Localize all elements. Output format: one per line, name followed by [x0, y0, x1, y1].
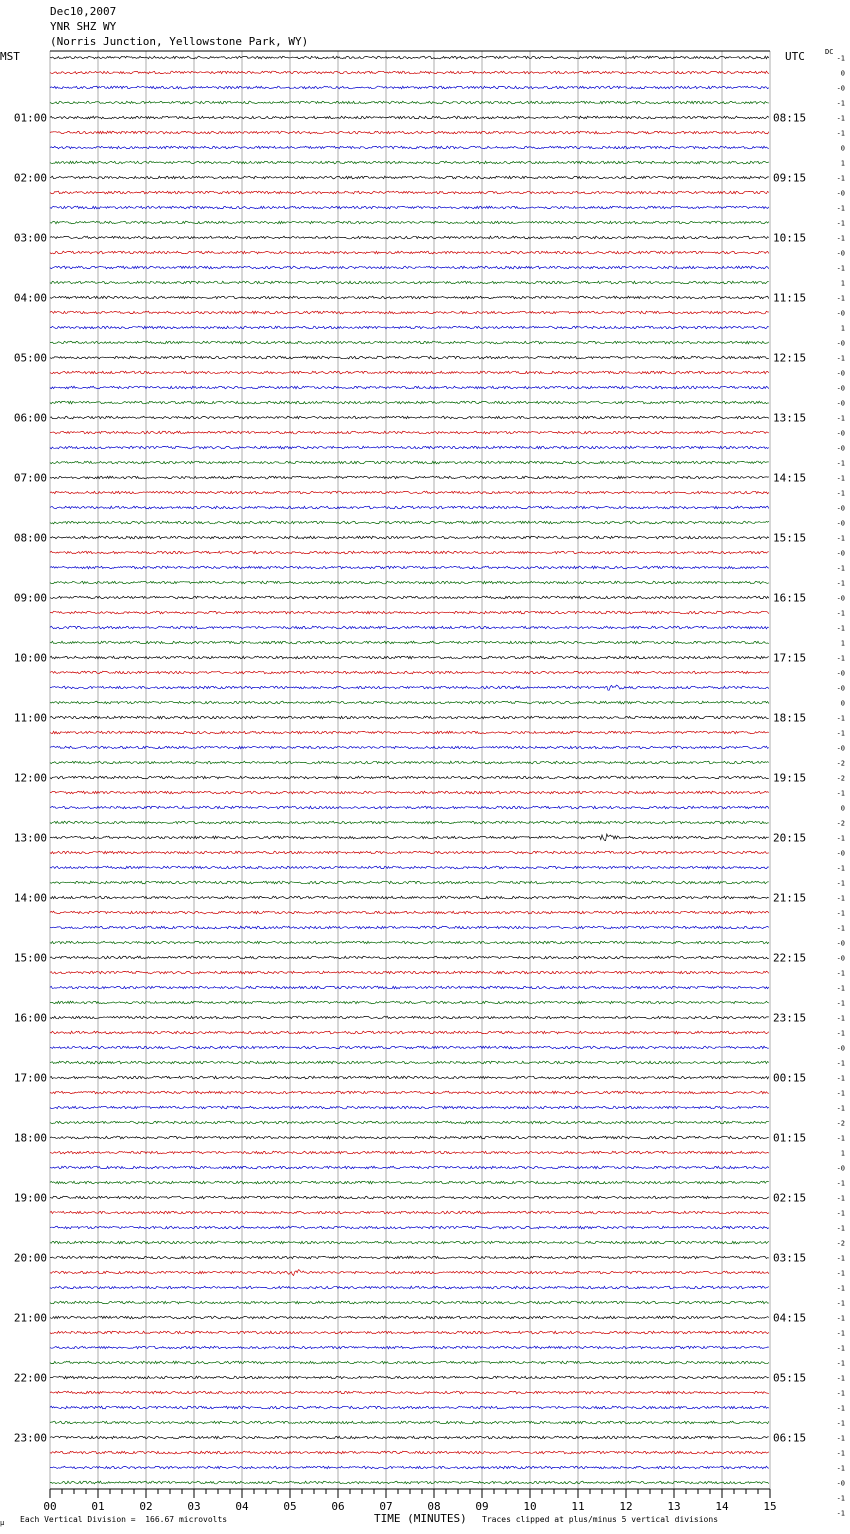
dc-offset-value: -1: [836, 474, 845, 483]
dc-offset-value: -0: [836, 684, 845, 693]
dc-offset-value: -1: [836, 204, 845, 213]
trace-46: [50, 746, 769, 749]
dc-offset-value: -1: [836, 174, 845, 183]
dc-offset-value: 1: [840, 1149, 845, 1158]
dc-offset-value: -1: [836, 564, 845, 573]
trace-75: [50, 1181, 769, 1184]
x-tick-label: 15: [763, 1500, 777, 1513]
left-timezone-label: MST: [0, 50, 20, 63]
utc-hour-label: 00:15: [773, 1071, 807, 1085]
dc-offset-value: -1: [836, 99, 845, 108]
mst-hour-label: 05:00: [13, 351, 47, 365]
dc-offset-value: -1: [836, 1329, 845, 1338]
dc-offset-value: -1: [836, 1194, 845, 1203]
dc-offset-value: -1: [836, 609, 845, 618]
dc-offset-value: -2: [836, 819, 845, 828]
dc-offset-value: -1: [836, 1494, 845, 1503]
trace-8: [50, 176, 769, 179]
trace-45: [50, 731, 769, 734]
trace-78: [50, 1226, 769, 1229]
dc-offset-value: -1: [836, 1029, 845, 1038]
dc-offset-value: -1: [836, 1314, 845, 1323]
dc-offset-value: -1: [836, 789, 845, 798]
utc-hour-label: 17:15: [773, 651, 807, 665]
trace-1: [50, 71, 769, 74]
dc-offset-value: -1: [836, 1389, 845, 1398]
trace-54: [50, 866, 769, 869]
x-tick-label: 07: [379, 1500, 393, 1513]
dc-offset-value: -1: [836, 654, 845, 663]
dc-offset-value: -1: [836, 1014, 845, 1023]
x-tick-label: 05: [283, 1500, 297, 1513]
trace-51: [50, 821, 769, 824]
trace-35: [50, 581, 769, 584]
x-tick-label: 10: [523, 1500, 537, 1513]
utc-hour-label: 10:15: [773, 231, 807, 245]
dc-offset-value: -1: [836, 1449, 845, 1458]
corner-mark: µ: [0, 1519, 5, 1527]
dc-offset-value: -0: [836, 309, 845, 318]
trace-49: [50, 791, 769, 794]
mst-hour-label: 04:00: [13, 291, 47, 305]
trace-17: [50, 311, 769, 314]
utc-hour-label: 22:15: [773, 951, 807, 965]
mst-hour-label: 19:00: [13, 1191, 47, 1205]
mst-hour-label: 11:00: [13, 711, 47, 725]
dc-offset-value: -1: [836, 1299, 845, 1308]
trace-76: [50, 1196, 769, 1199]
trace-74: [50, 1166, 769, 1169]
dc-offset-value: -0: [836, 399, 845, 408]
dc-offset-value: -0: [836, 339, 845, 348]
trace-36: [50, 596, 769, 599]
dc-offset-labels: [837, 55, 845, 1518]
dc-offset-value: -1: [836, 714, 845, 723]
trace-60: [50, 956, 769, 959]
trace-26: [50, 446, 769, 449]
dc-offset-value: -1: [836, 54, 845, 63]
dc-offset-value: -1: [836, 1179, 845, 1188]
trace-43: [50, 701, 769, 704]
trace-87: [50, 1361, 769, 1364]
trace-91: [50, 1421, 769, 1424]
x-axis-title: TIME (MINUTES): [374, 1512, 467, 1525]
dc-offset-value: 1: [840, 324, 845, 333]
mst-hour-label: 15:00: [13, 951, 47, 965]
trace-13: [50, 251, 769, 254]
x-tick-label: 00: [43, 1500, 57, 1513]
dc-offset-value: 1: [840, 279, 845, 288]
x-tick-label: 12: [619, 1500, 633, 1513]
utc-hour-label: 01:15: [773, 1131, 807, 1145]
trace-85: [50, 1331, 769, 1334]
trace-55: [50, 881, 769, 884]
mst-hour-label: 01:00: [13, 111, 47, 125]
x-tick-label: 13: [667, 1500, 681, 1513]
utc-hour-label: 04:15: [773, 1311, 807, 1325]
dc-offset-value: -1: [836, 1089, 845, 1098]
dc-offset-value: -1: [836, 114, 845, 123]
dc-offset-value: -1: [836, 624, 845, 633]
mst-hour-label: 03:00: [13, 231, 47, 245]
dc-offset-value: -0: [836, 1164, 845, 1173]
dc-offset-value: -1: [836, 264, 845, 273]
dc-offset-value: -0: [836, 669, 845, 678]
trace-79: [50, 1241, 769, 1244]
trace-37: [50, 611, 769, 614]
x-tick-label: 08: [427, 1500, 441, 1513]
dc-offset-value: -1: [836, 1359, 845, 1368]
dc-offset-value: -1: [836, 1209, 845, 1218]
trace-61: [50, 971, 769, 974]
trace-34: [50, 566, 769, 569]
dc-offset-value: -1: [836, 1434, 845, 1443]
trace-70: [50, 1106, 769, 1109]
dc-offset-value: -1: [836, 489, 845, 498]
dc-offset-value: -0: [836, 384, 845, 393]
mst-hour-label: 18:00: [13, 1131, 47, 1145]
dc-offset-value: -1: [836, 1404, 845, 1413]
utc-hour-label: 20:15: [773, 831, 807, 845]
dc-offset-value: -1: [836, 909, 845, 918]
dc-offset-value: -1: [836, 1509, 845, 1518]
trace-10: [50, 206, 769, 209]
dc-offset-value: -1: [836, 534, 845, 543]
dc-offset-value: -1: [836, 1074, 845, 1083]
utc-hour-label: 09:15: [773, 171, 807, 185]
trace-31: [50, 521, 769, 524]
dc-offset-value: -1: [836, 1419, 845, 1428]
trace-95: [50, 1481, 769, 1484]
trace-29: [50, 491, 769, 494]
trace-39: [50, 641, 769, 644]
dc-offset-value: -1: [836, 459, 845, 468]
trace-63: [50, 1001, 769, 1004]
trace-2: [50, 86, 769, 89]
trace-19: [50, 341, 769, 344]
dc-offset-value: -1: [836, 969, 845, 978]
dc-offset-value: -1: [836, 219, 845, 228]
dc-offset-value: -2: [836, 1239, 845, 1248]
dc-offset-value: -1: [836, 1134, 845, 1143]
utc-hour-label: 05:15: [773, 1371, 807, 1385]
dc-offset-value: -1: [836, 1104, 845, 1113]
dc-offset-value: -0: [836, 849, 845, 858]
trace-42: [50, 685, 769, 690]
trace-52: [50, 834, 769, 841]
trace-73: [50, 1151, 769, 1154]
dc-offset-value: -1: [836, 234, 845, 243]
dc-offset-value: -1: [836, 1374, 845, 1383]
trace-27: [50, 461, 769, 464]
trace-21: [50, 371, 769, 374]
dc-offset-value: -0: [836, 369, 845, 378]
trace-32: [50, 536, 769, 539]
trace-48: [50, 776, 769, 779]
utc-hour-label: 13:15: [773, 411, 807, 425]
trace-6: [50, 146, 769, 149]
x-tick-label: 03: [187, 1500, 201, 1513]
utc-hour-label: 06:15: [773, 1431, 807, 1445]
trace-44: [50, 716, 769, 719]
mst-hour-label: 14:00: [13, 891, 47, 905]
trace-20: [50, 356, 769, 359]
dc-offset-value: -0: [836, 444, 845, 453]
trace-12: [50, 236, 769, 239]
mst-hour-label: 22:00: [13, 1371, 47, 1385]
trace-47: [50, 761, 769, 764]
utc-hour-label: 12:15: [773, 351, 807, 365]
trace-22: [50, 386, 769, 389]
dc-offset-value: -1: [836, 1269, 845, 1278]
trace-92: [50, 1436, 769, 1439]
trace-9: [50, 191, 769, 194]
trace-38: [50, 626, 769, 629]
trace-84: [50, 1316, 769, 1319]
dc-offset-value: -0: [836, 504, 845, 513]
trace-65: [50, 1031, 769, 1034]
mst-hour-label: 13:00: [13, 831, 47, 845]
dc-offset-value: -1: [836, 294, 845, 303]
x-tick-label: 02: [139, 1500, 153, 1513]
x-tick-label: 04: [235, 1500, 249, 1513]
dc-offset-value: 0: [840, 699, 845, 708]
trace-33: [50, 551, 769, 554]
trace-25: [50, 431, 769, 434]
trace-53: [50, 851, 769, 854]
trace-58: [50, 926, 769, 929]
dc-offset-value: -0: [836, 189, 845, 198]
mst-hour-label: 06:00: [13, 411, 47, 425]
trace-64: [50, 1016, 769, 1019]
utc-hour-label: 16:15: [773, 591, 807, 605]
dc-offset-value: -1: [836, 129, 845, 138]
record-date: Dec10,2007: [50, 5, 117, 18]
trace-93: [50, 1451, 769, 1454]
trace-82: [50, 1286, 769, 1289]
trace-23: [50, 401, 769, 404]
mst-hour-label: 17:00: [13, 1071, 47, 1085]
trace-81: [50, 1270, 769, 1276]
station-location: (Norris Junction, Yellowstone Park, WY): [50, 35, 309, 48]
right-timezone-label: UTC: [785, 50, 805, 63]
utc-hour-label: 15:15: [773, 531, 807, 545]
x-tick-label: 06: [331, 1500, 345, 1513]
trace-0: [50, 56, 769, 59]
trace-50: [50, 806, 769, 809]
dc-offset-value: -0: [836, 1479, 845, 1488]
dc-offset-value: -1: [836, 834, 845, 843]
dc-offset-value: -0: [836, 939, 845, 948]
trace-72: [50, 1136, 769, 1139]
x-tick-label: 01: [91, 1500, 105, 1513]
dc-offset-value: -1: [836, 354, 845, 363]
x-tick-label: 11: [571, 1500, 585, 1513]
dc-offset-value: -1: [836, 864, 845, 873]
dc-offset-value: -1: [836, 924, 845, 933]
dc-offset-value: -2: [836, 1119, 845, 1128]
utc-hour-label: 23:15: [773, 1011, 807, 1025]
trace-83: [50, 1301, 769, 1304]
trace-71: [50, 1121, 769, 1124]
trace-40: [50, 656, 769, 659]
mst-hour-label: 20:00: [13, 1251, 47, 1265]
utc-hour-label: 08:15: [773, 111, 807, 125]
x-tick-label: 14: [715, 1500, 729, 1513]
trace-80: [50, 1256, 769, 1259]
trace-15: [50, 281, 769, 284]
station-code: YNR SHZ WY: [50, 20, 117, 33]
dc-offset-value: -1: [836, 894, 845, 903]
mst-hour-label: 02:00: [13, 171, 47, 185]
dc-label: DC: [825, 48, 834, 56]
mst-hour-label: 10:00: [13, 651, 47, 665]
trace-66: [50, 1046, 769, 1049]
dc-offset-value: -1: [836, 579, 845, 588]
dc-offset-value: -1: [836, 1464, 845, 1473]
dc-offset-value: -0: [836, 594, 845, 603]
trace-77: [50, 1211, 769, 1214]
utc-hour-label: 03:15: [773, 1251, 807, 1265]
trace-5: [50, 131, 769, 134]
dc-offset-value: 1: [840, 159, 845, 168]
trace-41: [50, 671, 769, 674]
trace-68: [50, 1076, 769, 1079]
utc-hour-label: 21:15: [773, 891, 807, 905]
trace-4: [50, 116, 769, 119]
mst-hour-label: 12:00: [13, 771, 47, 785]
dc-offset-value: -1: [836, 1344, 845, 1353]
dc-offset-value: -0: [836, 249, 845, 258]
trace-86: [50, 1346, 769, 1349]
dc-offset-value: 0: [840, 144, 845, 153]
utc-hour-labels: [773, 112, 806, 1445]
mst-hour-labels: [14, 112, 47, 1445]
dc-offset-value: 0: [840, 804, 845, 813]
mst-hour-label: 08:00: [13, 531, 47, 545]
utc-hour-label: 14:15: [773, 471, 807, 485]
trace-18: [50, 326, 769, 329]
dc-offset-value: -2: [836, 774, 845, 783]
dc-offset-value: -0: [836, 519, 845, 528]
trace-57: [50, 911, 769, 914]
x-tick-label: 09: [475, 1500, 489, 1513]
utc-hour-label: 11:15: [773, 291, 807, 305]
trace-94: [50, 1466, 769, 1469]
utc-hour-label: 18:15: [773, 711, 807, 725]
trace-3: [50, 101, 769, 104]
dc-offset-value: -1: [836, 1254, 845, 1263]
trace-24: [50, 416, 769, 419]
dc-offset-value: -1: [836, 1224, 845, 1233]
trace-16: [50, 296, 769, 299]
trace-7: [50, 161, 769, 164]
trace-30: [50, 506, 769, 509]
dc-offset-value: -0: [836, 744, 845, 753]
trace-28: [50, 476, 769, 479]
dc-offset-value: -1: [836, 1059, 845, 1068]
utc-hour-label: 02:15: [773, 1191, 807, 1205]
scale-note: Each Vertical Division = 166.67 microvolts: [20, 1515, 228, 1524]
dc-offset-value: -1: [836, 414, 845, 423]
mst-hour-label: 09:00: [13, 591, 47, 605]
dc-offset-value: -1: [836, 1284, 845, 1293]
dc-offset-value: 1: [840, 639, 845, 648]
mst-hour-label: 07:00: [13, 471, 47, 485]
trace-90: [50, 1406, 769, 1409]
trace-88: [50, 1376, 769, 1379]
trace-67: [50, 1061, 769, 1064]
trace-11: [50, 221, 769, 224]
mst-hour-label: 21:00: [13, 1311, 47, 1325]
dc-offset-value: -0: [836, 549, 845, 558]
dc-offset-value: -1: [836, 984, 845, 993]
trace-14: [50, 266, 769, 269]
dc-offset-value: 0: [840, 69, 845, 78]
seismic-traces: [50, 56, 769, 1484]
time-axis: [43, 1489, 776, 1513]
dc-offset-value: -1: [836, 999, 845, 1008]
trace-59: [50, 941, 769, 944]
trace-56: [50, 896, 769, 899]
mst-hour-label: 23:00: [13, 1431, 47, 1445]
trace-62: [50, 986, 769, 989]
dc-offset-value: -1: [836, 729, 845, 738]
trace-69: [50, 1091, 769, 1094]
trace-89: [50, 1391, 769, 1394]
mst-hour-label: 16:00: [13, 1011, 47, 1025]
dc-offset-value: -1: [836, 879, 845, 888]
dc-offset-value: -2: [836, 759, 845, 768]
dc-offset-value: -0: [836, 84, 845, 93]
utc-hour-label: 19:15: [773, 771, 807, 785]
dc-offset-value: -0: [836, 429, 845, 438]
dc-offset-value: -0: [836, 1044, 845, 1053]
dc-offset-value: -0: [836, 954, 845, 963]
clip-note: Traces clipped at plus/minus 5 vertical divisions: [482, 1515, 719, 1524]
